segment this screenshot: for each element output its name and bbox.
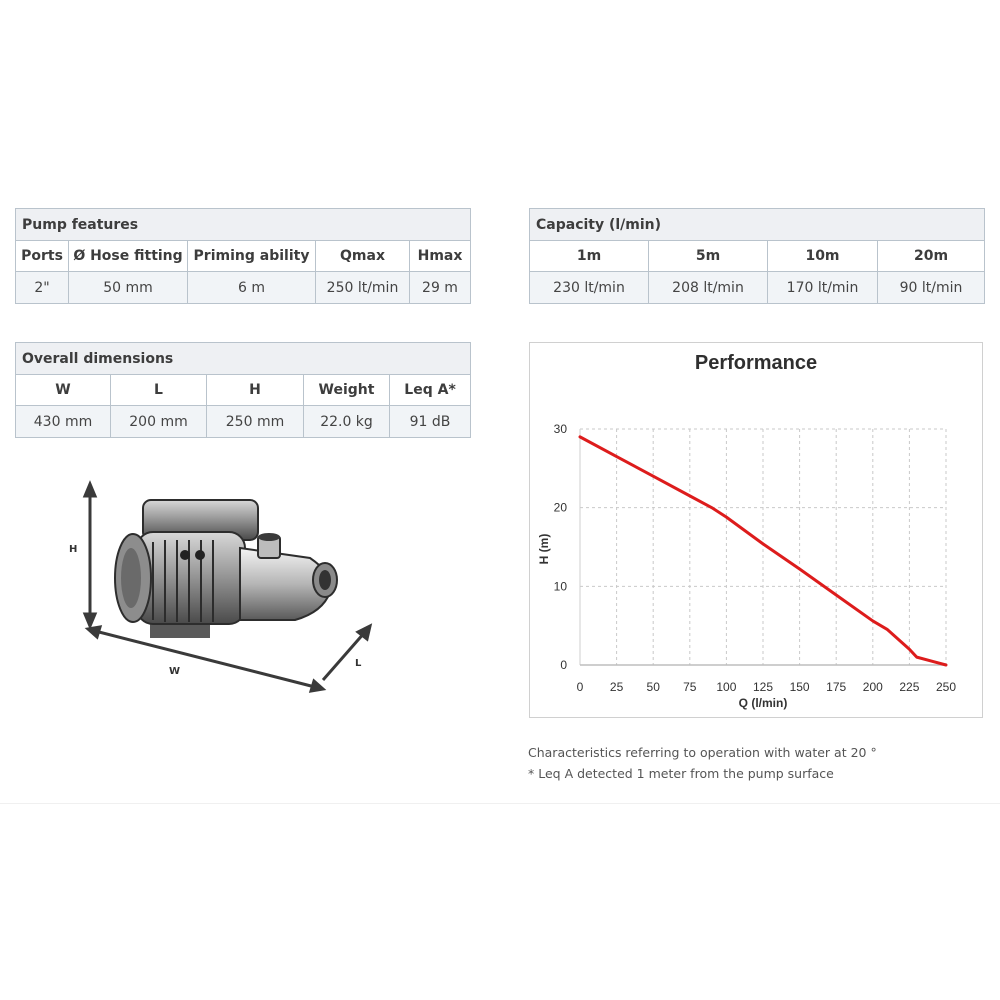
value-priming-ability: 6 m	[188, 272, 316, 304]
value-ports: 2"	[16, 272, 69, 304]
performance-chart	[530, 343, 982, 717]
header-5m: 5m	[649, 241, 768, 272]
y-tick-label: 10	[553, 579, 567, 594]
y-tick-label: 20	[553, 500, 567, 515]
value-w: 430 mm	[16, 406, 111, 438]
header-weight: Weight	[304, 375, 390, 406]
length-arrow	[323, 626, 370, 680]
header-qmax: Qmax	[316, 241, 410, 272]
performance-chart-panel	[529, 342, 983, 718]
value-hose-fitting: 50 mm	[69, 272, 188, 304]
x-tick-label: 0	[576, 680, 584, 694]
capacity-title: Capacity (l/min)	[530, 209, 985, 241]
divider	[0, 803, 1000, 804]
y-tick-label: 30	[553, 422, 567, 436]
x-tick-label: 250	[935, 680, 957, 694]
value-10m: 170 lt/min	[768, 272, 878, 304]
value-leq-a: 91 dB	[390, 406, 471, 438]
header-l: L	[111, 375, 207, 406]
x-tick-label: 125	[752, 680, 774, 694]
x-tick-label: 175	[826, 680, 847, 694]
value-h: 250 mm	[207, 406, 304, 438]
note-water-temperature: Characteristics referring to operation with water at 20 °	[528, 745, 877, 760]
header-hmax: Hmax	[410, 241, 471, 272]
header-w: W	[16, 375, 111, 406]
overall-dimensions-title: Overall dimensions	[16, 343, 471, 375]
value-1m: 230 lt/min	[530, 272, 649, 304]
header-hose-fitting: Ø Hose fitting	[69, 241, 188, 272]
header-ports: Ports	[16, 241, 69, 272]
pump-features-title: Pump features	[16, 209, 471, 241]
value-weight: 22.0 kg	[304, 406, 390, 438]
y-axis-label: H (m)	[537, 533, 551, 565]
header-20m: 20m	[878, 241, 985, 272]
height-arrow	[85, 484, 95, 626]
label-l: L	[355, 658, 362, 669]
y-tick-label: 0	[560, 658, 567, 672]
note-leq-a: * Leq A detected 1 meter from the pump surface	[528, 766, 834, 781]
header-priming-ability: Priming ability	[188, 241, 316, 272]
x-tick-label: 25	[609, 680, 624, 694]
value-5m: 208 lt/min	[649, 272, 768, 304]
value-l: 200 mm	[111, 406, 207, 438]
x-tick-label: 150	[789, 680, 810, 694]
pump-illustration	[55, 470, 405, 700]
value-qmax: 250 lt/min	[316, 272, 410, 304]
header-1m: 1m	[530, 241, 649, 272]
chart-title: Performance	[694, 352, 818, 374]
pump-features-table	[15, 208, 471, 304]
pump-dimensions-diagram	[55, 470, 405, 700]
x-tick-label: 50	[646, 680, 660, 694]
label-w: W	[169, 666, 181, 677]
header-h: H	[207, 375, 304, 406]
x-tick-label: 200	[862, 680, 883, 694]
value-hmax: 29 m	[410, 272, 471, 304]
pump-body	[115, 500, 337, 638]
capacity-table	[529, 208, 985, 304]
value-20m: 90 lt/min	[878, 272, 985, 304]
x-tick-label: 225	[899, 680, 920, 694]
header-10m: 10m	[768, 241, 878, 272]
x-axis-label: Q (l/min)	[738, 696, 788, 710]
label-h: H	[69, 544, 78, 555]
header-leq-a: Leq A*	[390, 375, 471, 406]
x-tick-label: 100	[716, 680, 737, 694]
overall-dimensions-table	[15, 342, 471, 438]
x-tick-label: 75	[683, 680, 697, 694]
